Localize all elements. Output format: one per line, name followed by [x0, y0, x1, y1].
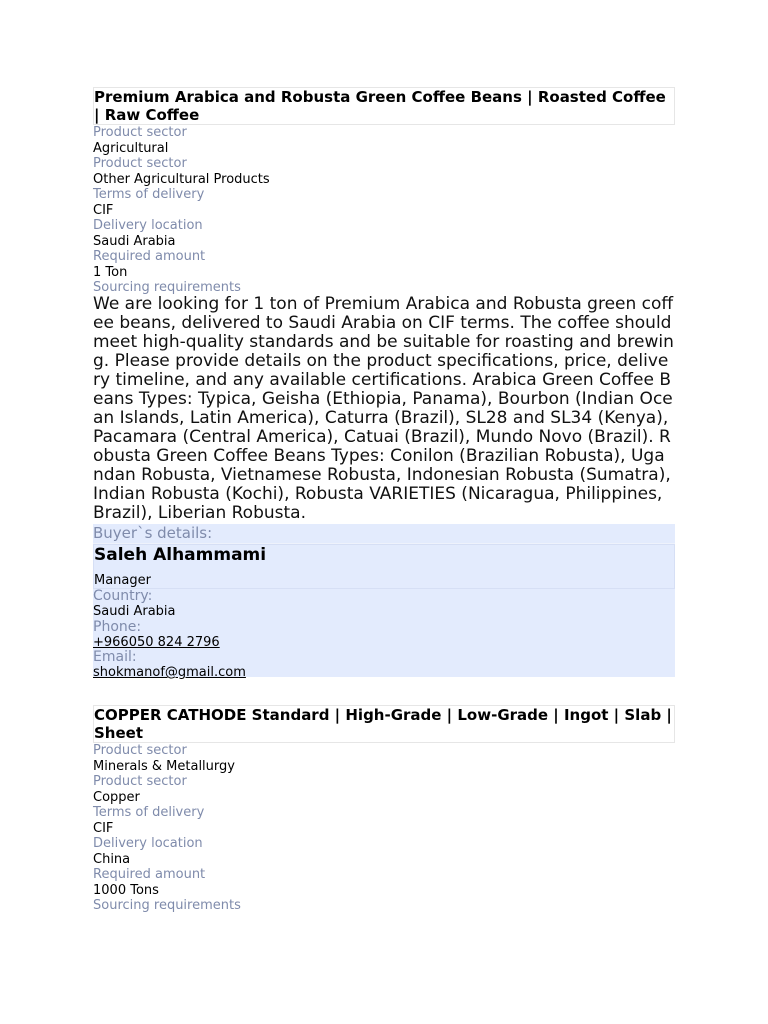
field-label: Product sector	[93, 774, 187, 789]
field-label: Delivery location	[93, 218, 203, 233]
field-label: Product sector	[93, 156, 187, 171]
email-label: Email:	[93, 649, 137, 665]
phone-link[interactable]: +966050 824 2796	[93, 634, 220, 650]
field-value: 1000 Tons	[93, 882, 159, 898]
field-value: Other Agricultural Products	[93, 171, 270, 187]
requirements-label: Sourcing requirements	[93, 280, 241, 295]
field-label: Terms of delivery	[93, 187, 205, 202]
phone-label: Phone:	[93, 618, 142, 635]
country-value: Saudi Arabia	[93, 604, 176, 619]
listing-card	[93, 87, 675, 296]
requirements-label: Sourcing requirements	[93, 898, 241, 913]
field-value: CIF	[93, 820, 114, 836]
field-value: China	[93, 851, 131, 867]
buyer-details-header: Buyer`s details:	[93, 524, 675, 544]
field-value: Agricultural	[93, 140, 169, 156]
field-value: Copper	[93, 789, 140, 805]
field-label: Product sector	[93, 125, 187, 140]
field-value: CIF	[93, 202, 114, 218]
buyer-contact-card	[93, 544, 675, 589]
buyer-role: Manager	[94, 573, 151, 588]
field-label: Product sector	[93, 743, 187, 758]
field-label: Required amount	[93, 249, 206, 264]
buyer-details	[93, 524, 675, 680]
listing-card	[93, 705, 675, 914]
country-label: Country:	[93, 588, 153, 604]
buyer-name: Saleh Alhammami	[94, 545, 267, 565]
field-label: Terms of delivery	[93, 805, 205, 820]
field-value: 1 Ton	[93, 264, 128, 280]
email-link[interactable]: shokmanof@gmail.com	[93, 665, 246, 680]
field-label: Delivery location	[93, 836, 203, 851]
requirements-text: We are looking for 1 ton of Premium Arabica and Robusta green coffee beans, delivered to Saudi Arabia on CIF terms. The coffee should meet high-quality standards and be suitable for roasting and brewing. Please provide details on the product specifications, price, delivery timeline, and any available certifications. Arabica Green Coffee Beans Types: Typica, Geisha (Ethiopia, Panama), Bourbon (Indian Ocean Islands, Latin America), Caturra (Brazil), SL28 and SL34 (Kenya), Pacamara (Central America), Catuai (Brazil), Mundo Novo (Brazil). Robusta Green Coffee Beans Types: Conilon (Brazilian Robusta), Ugandan Robusta, Vietnamese Robusta, Indonesian Robusta (Sumatra), Indian Robusta (Kochi), Robusta VARIETIES (Nicaragua, Philippines, Brazil), Liberian Robusta.	[93, 294, 674, 523]
listing-title[interactable]: COPPER CATHODE Standard | High-Grade | Low-Grade | Ingot | Slab | Sheet	[93, 705, 675, 743]
field-value: Saudi Arabia	[93, 233, 176, 249]
field-value: Minerals & Metallurgy	[93, 758, 235, 774]
field-label: Required amount	[93, 867, 206, 882]
listing-title[interactable]: Premium Arabica and Robusta Green Coffee Beans | Roasted Coffee | Raw Coffee	[93, 87, 675, 125]
